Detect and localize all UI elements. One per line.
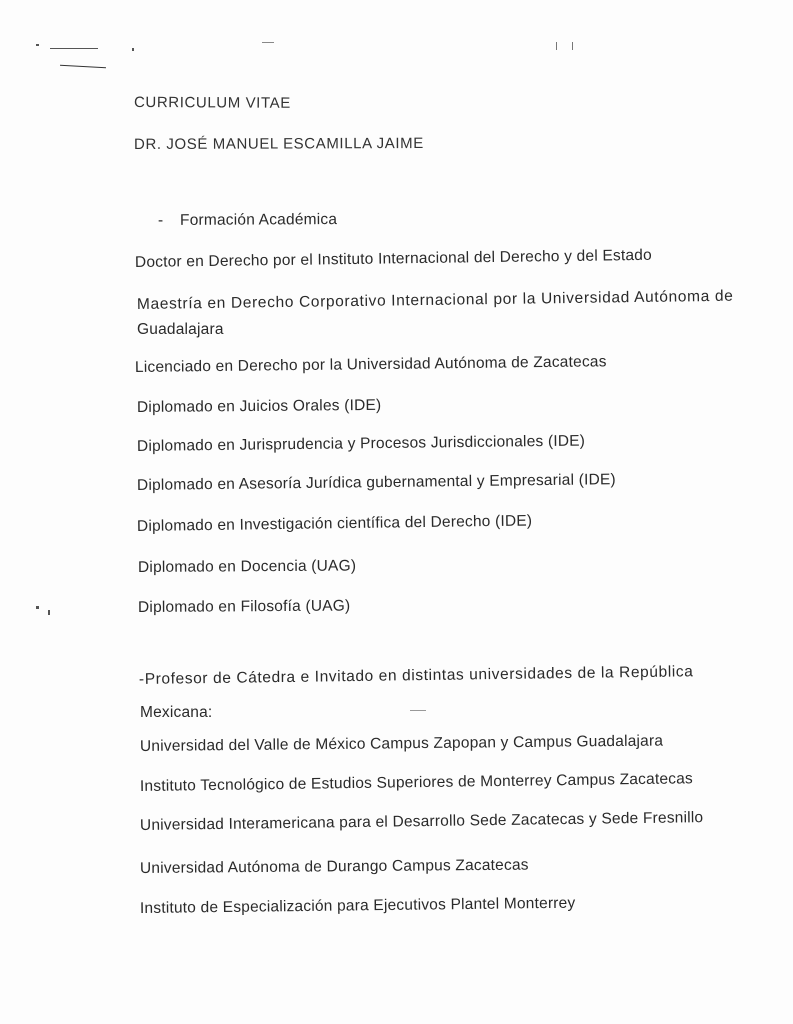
scan-artifact [262,42,274,43]
scan-artifact [410,710,426,711]
list-item: Diplomado en Jurisprudencia y Procesos Jurisdiccionales (IDE) [136,432,586,455]
scan-artifact [36,606,39,609]
scan-artifact [572,42,573,50]
section-heading-text: Formación Académica [179,211,338,229]
document-title: CURRICULUM VITAE [133,94,291,112]
scan-artifact [132,48,134,51]
list-item: Licenciado en Derecho por la Universidad Autónoma de Zacatecas [134,353,607,376]
list-item: Instituto Tecnológico de Estudios Superiores de Monterrey Campus Zacatecas [139,770,694,795]
person-name: DR. JOSÉ MANUEL ESCAMILLA JAIME [133,134,424,153]
bullet-dash: - [157,211,164,229]
list-item: Guadalajara [137,321,224,338]
list-item: Diplomado en Filosofía (UAG) [137,597,351,616]
scan-artifact [48,610,50,615]
scan-artifact [36,44,39,46]
list-item: Universidad del Valle de México Campus Zapopan y Campus Guadalajara [139,732,664,755]
list-item: Maestría en Derecho Corporativo Internacional por la Universidad Autónoma de [136,287,734,313]
section-heading-profesor: -Profesor de Cátedra e Invitado en distintas universidades de la República [138,663,694,688]
list-item: Universidad Autónoma de Durango Campus Zacatecas [139,856,529,877]
section-heading-formacion [158,211,337,230]
list-item: Diplomado en Investigación científica del Derecho (IDE) [136,512,533,535]
scan-artifact [556,42,557,50]
list-item: Universidad Interamericana para el Desarrollo Sede Zacatecas y Sede Fresnillo [139,809,704,834]
list-item: Diplomado en Juicios Orales (IDE) [136,396,382,416]
list-item: Instituto de Especialización para Ejecutivos Plantel Monterrey [139,894,576,917]
scan-artifact [60,65,106,68]
list-item: Diplomado en Docencia (UAG) [137,557,357,576]
scan-artifact [50,48,98,49]
list-item: Doctor en Derecho por el Instituto Internacional del Derecho y del Estado [134,246,652,271]
list-item: Diplomado en Asesoría Jurídica gubernamental y Empresarial (IDE) [136,471,616,494]
section-heading-profesor-cont: Mexicana: [140,704,213,721]
